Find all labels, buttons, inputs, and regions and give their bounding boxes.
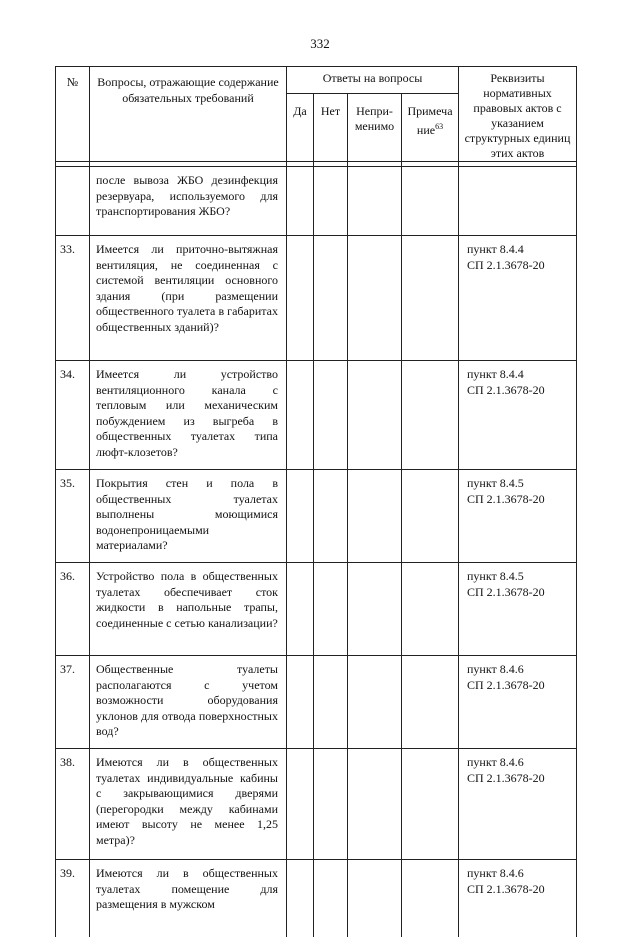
row-number	[56, 167, 90, 236]
answer-no-cell[interactable]	[314, 656, 348, 749]
answer-na-cell[interactable]	[348, 860, 402, 937]
row-requisites	[459, 236, 577, 361]
table-row	[56, 361, 577, 470]
answer-yes-cell[interactable]	[287, 749, 314, 860]
ref-document: СП 2.1.3678-20	[467, 492, 572, 508]
table-row	[56, 749, 577, 860]
row-question: после вывоза ЖБО дезинфекция резервуара, используемого для транспортирования ЖБО?	[90, 167, 287, 236]
row-requisites	[459, 860, 577, 937]
answer-note-cell[interactable]	[402, 361, 459, 470]
header-number: №	[56, 67, 90, 162]
answer-na-cell[interactable]	[348, 749, 402, 860]
table-row	[56, 563, 577, 656]
table-row	[56, 470, 577, 563]
answer-note-cell[interactable]	[402, 749, 459, 860]
answer-note-cell[interactable]	[402, 860, 459, 937]
answer-yes-cell[interactable]	[287, 236, 314, 361]
ref-document: СП 2.1.3678-20	[467, 383, 572, 399]
row-number: 33.	[56, 236, 90, 361]
header-yes: Да	[287, 93, 314, 161]
answer-na-cell[interactable]	[348, 361, 402, 470]
ref-document: СП 2.1.3678-20	[467, 882, 572, 898]
header-note	[402, 93, 459, 161]
header-not-applicable: Непри-менимо	[348, 93, 402, 161]
row-number: 39.	[56, 860, 90, 937]
ref-point: пункт 8.4.5	[467, 476, 572, 492]
ref-point: пункт 8.4.6	[467, 662, 572, 678]
row-number: 35.	[56, 470, 90, 563]
answer-na-cell[interactable]	[348, 236, 402, 361]
table-row	[56, 656, 577, 749]
answer-yes-cell[interactable]	[287, 860, 314, 937]
row-requisites	[459, 563, 577, 656]
ref-point: пункт 8.4.4	[467, 242, 572, 258]
header-note-label: Примеча ние	[407, 104, 452, 138]
header-question: Вопросы, отражающие содержание обязательных требований	[90, 67, 287, 162]
page-number: 332	[0, 36, 640, 52]
ref-point: пункт 8.4.5	[467, 569, 572, 585]
answer-yes-cell[interactable]	[287, 563, 314, 656]
ref-point: пункт 8.4.6	[467, 866, 572, 882]
row-number: 38.	[56, 749, 90, 860]
answer-yes-cell[interactable]	[287, 361, 314, 470]
header-requisites: Реквизиты нормативных правовых актов с указанием структурных единиц этих актов	[459, 67, 577, 162]
row-question: Покрытия стен и пола в общественных туалетах выполнены моющимися водонепроницаемыми материалами?	[90, 470, 287, 563]
row-requisites	[459, 749, 577, 860]
header-no: Нет	[314, 93, 348, 161]
answer-note-cell[interactable]	[402, 236, 459, 361]
answer-note-cell[interactable]	[402, 167, 459, 236]
answer-yes-cell[interactable]	[287, 167, 314, 236]
answer-yes-cell[interactable]	[287, 470, 314, 563]
answer-note-cell[interactable]	[402, 563, 459, 656]
row-question: Устройство пола в общественных туалетах обеспечивает сток жидкости в напольные трапы, соединенные с сетью канализации?	[90, 563, 287, 656]
answer-no-cell[interactable]	[314, 749, 348, 860]
answer-yes-cell[interactable]	[287, 656, 314, 749]
header-answers: Ответы на вопросы	[287, 67, 459, 94]
answer-no-cell[interactable]	[314, 563, 348, 656]
row-requisites	[459, 470, 577, 563]
answer-na-cell[interactable]	[348, 470, 402, 563]
answer-no-cell[interactable]	[314, 236, 348, 361]
checklist-table	[55, 66, 577, 937]
ref-document: СП 2.1.3678-20	[467, 771, 572, 787]
row-question: Имеется ли приточно-вытяжная вентиляция, не соединенная с системой вентиляции основного здания (при размещении общественного туалета в габаритах общественных зданий)?	[90, 236, 287, 361]
answer-no-cell[interactable]	[314, 167, 348, 236]
ref-point: пункт 8.4.4	[467, 367, 572, 383]
row-number: 36.	[56, 563, 90, 656]
row-question: Имеются ли в общественных туалетах индивидуальные кабины с закрывающимися дверями (перегородки между кабинами имеют высоту не менее 1,25 метра)?	[90, 749, 287, 860]
row-requisites	[459, 656, 577, 749]
answer-na-cell[interactable]	[348, 167, 402, 236]
ref-document: СП 2.1.3678-20	[467, 585, 572, 601]
ref-point: пункт 8.4.6	[467, 755, 572, 771]
row-question: Общественные туалеты располагаются с учетом возможности оборудования уклонов для отвода поверхностных вод?	[90, 656, 287, 749]
answer-na-cell[interactable]	[348, 563, 402, 656]
answer-note-cell[interactable]	[402, 656, 459, 749]
header-note-footnote: 63	[435, 122, 443, 131]
row-number: 34.	[56, 361, 90, 470]
table-row	[56, 167, 577, 236]
row-question: Имеется ли устройство вентиляционного канала с тепловым или механическим побуждением из выгреба в общественных туалетах типа люфт-клозетов?	[90, 361, 287, 470]
answer-note-cell[interactable]	[402, 470, 459, 563]
table-row	[56, 236, 577, 361]
table-row	[56, 860, 577, 937]
row-requisites	[459, 167, 577, 236]
answer-no-cell[interactable]	[314, 860, 348, 937]
row-question: Имеются ли в общественных туалетах помещение для размещения в мужском	[90, 860, 287, 937]
answer-no-cell[interactable]	[314, 470, 348, 563]
row-number: 37.	[56, 656, 90, 749]
row-requisites	[459, 361, 577, 470]
answer-no-cell[interactable]	[314, 361, 348, 470]
ref-document: СП 2.1.3678-20	[467, 678, 572, 694]
ref-document: СП 2.1.3678-20	[467, 258, 572, 274]
answer-na-cell[interactable]	[348, 656, 402, 749]
